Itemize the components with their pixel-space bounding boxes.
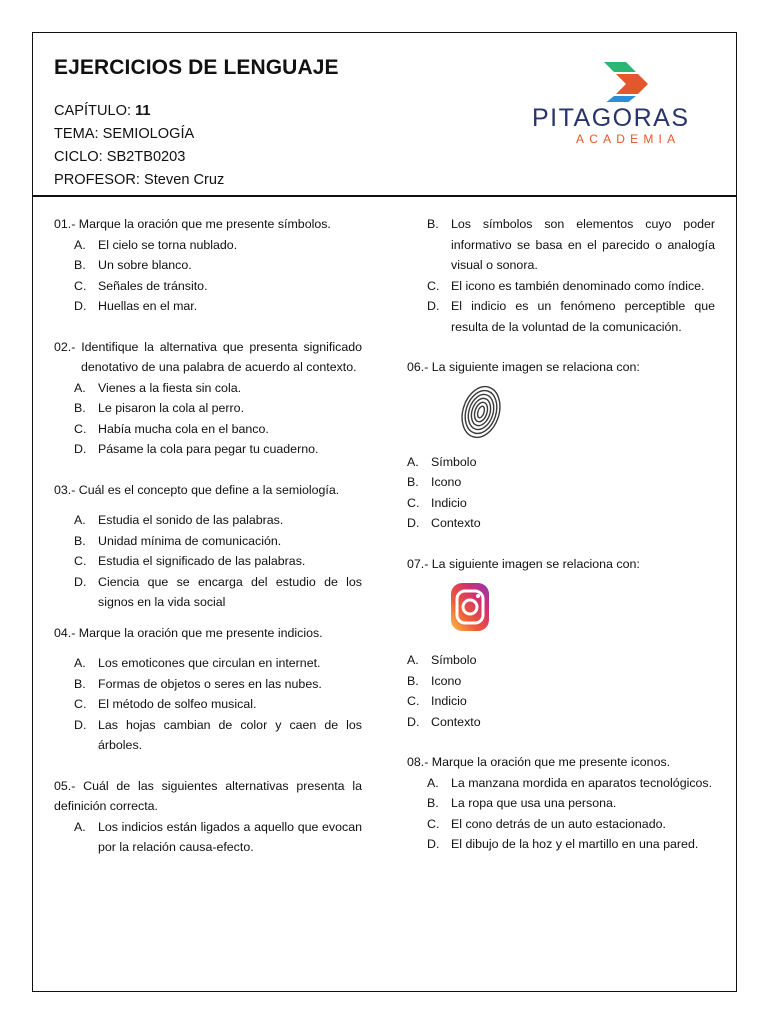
option[interactable]: A. Símbolo bbox=[407, 454, 477, 469]
option[interactable]: D. Contexto bbox=[407, 516, 481, 530]
option[interactable]: D. El dibujo de la hoz y el martillo en una pared. bbox=[427, 837, 699, 851]
question-stem: 08.- Marque la oración que me presente iconos. bbox=[407, 755, 671, 769]
option[interactable]: B. Icono bbox=[407, 673, 462, 688]
option[interactable]: D. Pásame la cola para pegar tu cuaderno. bbox=[74, 442, 319, 456]
ciclo-line: CICLO: SB2TB0203 bbox=[54, 149, 186, 165]
option[interactable]: C. Señales de tránsito. bbox=[74, 278, 208, 293]
question-1 bbox=[54, 214, 362, 317]
question-stem: 04.- Marque la oración que me presente indicios. bbox=[54, 625, 323, 640]
option[interactable]: C. Había mucha cola en el banco. bbox=[74, 421, 269, 436]
option[interactable]: C. El método de solfeo musical. bbox=[74, 697, 257, 711]
option[interactable]: A. Los emoticones que circulan en internet. bbox=[74, 656, 321, 670]
instagram-logo-icon bbox=[450, 580, 490, 634]
option[interactable]: B. Los símbolos son elementos cuyo poder informativo se basa en el parecido o analogía visual o sonora. bbox=[427, 217, 715, 272]
question-8 bbox=[407, 752, 715, 855]
option[interactable]: C. El icono es también denominado como índice. bbox=[427, 278, 705, 293]
tema-line: TEMA: SEMIOLOGÍA bbox=[54, 126, 195, 142]
left-column bbox=[54, 214, 362, 878]
question-stem: 06.- La siguiente imagen se relaciona con: bbox=[407, 360, 640, 374]
question-image bbox=[407, 580, 715, 644]
question-5-continued bbox=[407, 214, 715, 337]
option[interactable]: A. Los indicios están ligados a aquello que evocan por la relación causa-efecto. bbox=[74, 819, 362, 854]
question-3 bbox=[54, 480, 362, 613]
option[interactable]: D. Ciencia que se encarga del estudio de los signos en la vida social bbox=[74, 574, 362, 609]
option[interactable]: C. Estudia el significado de las palabras. bbox=[74, 554, 306, 568]
option[interactable]: B. Le pisaron la cola al perro. bbox=[74, 401, 245, 415]
right-column bbox=[407, 214, 715, 875]
option[interactable]: B. Icono bbox=[407, 475, 462, 489]
fingerprint-icon bbox=[457, 384, 501, 444]
option[interactable]: C. Indicio bbox=[407, 694, 467, 708]
profesor-line: PROFESOR: Steven Cruz bbox=[54, 172, 225, 188]
page-title: EJERCICIOS DE LENGUAJE bbox=[54, 56, 339, 79]
option[interactable]: D. Contexto bbox=[407, 714, 481, 729]
option[interactable]: B. Unidad mínima de comunicación. bbox=[74, 533, 282, 548]
question-stem: 03.- Cuál es el concepto que define a la semiología. bbox=[54, 482, 340, 497]
question-2 bbox=[54, 337, 362, 460]
question-stem: 05.- Cuál de las siguientes alternativas presenta la definición correcta. bbox=[54, 778, 362, 813]
question-image bbox=[407, 384, 715, 446]
logo-arrows-icon bbox=[596, 60, 656, 102]
question-stem: 01.- Marque la oración que me presente símbolos. bbox=[54, 217, 331, 231]
question-6 bbox=[407, 357, 715, 534]
chapter-line: CAPÍTULO: 11 bbox=[54, 103, 151, 119]
option[interactable]: A. Símbolo bbox=[407, 653, 477, 667]
option[interactable]: B. Un sobre blanco. bbox=[74, 258, 192, 272]
option[interactable]: D. El indicio es un fenómeno perceptible que resulta de la voluntad de la comunicación. bbox=[427, 299, 715, 334]
option[interactable]: A. El cielo se torna nublado. bbox=[74, 237, 238, 252]
question-stem: 07.- La siguiente imagen se relaciona con: bbox=[407, 556, 640, 571]
header-meta bbox=[54, 100, 224, 192]
logo-subtitle: ACADEMIA bbox=[576, 132, 681, 146]
option[interactable]: D. Huellas en el mar. bbox=[74, 299, 198, 313]
option[interactable]: B. Formas de objetos o seres en las nubes. bbox=[74, 676, 322, 691]
pitagoras-logo bbox=[532, 60, 716, 150]
option[interactable]: A. Vienes a la fiesta sin cola. bbox=[74, 380, 242, 395]
question-stem: 02.- Identifique la alternativa que presenta significado denotativo de una palabra de acuerdo al contexto. bbox=[54, 339, 362, 374]
option[interactable]: D. Las hojas cambian de color y caen de los árboles. bbox=[74, 717, 362, 752]
header-divider bbox=[32, 195, 737, 197]
question-5 bbox=[54, 776, 362, 858]
question-7 bbox=[407, 554, 715, 733]
logo-wordmark: PITAGORAS bbox=[532, 104, 690, 132]
option[interactable]: A. Estudia el sonido de las palabras. bbox=[74, 513, 284, 527]
option[interactable]: C. El cono detrás de un auto estacionado. bbox=[427, 816, 666, 831]
option[interactable]: C. Indicio bbox=[407, 495, 467, 510]
question-4 bbox=[54, 623, 362, 756]
option[interactable]: A. La manzana mordida en aparatos tecnológicos. bbox=[427, 775, 713, 790]
option[interactable]: B. La ropa que usa una persona. bbox=[427, 796, 617, 810]
